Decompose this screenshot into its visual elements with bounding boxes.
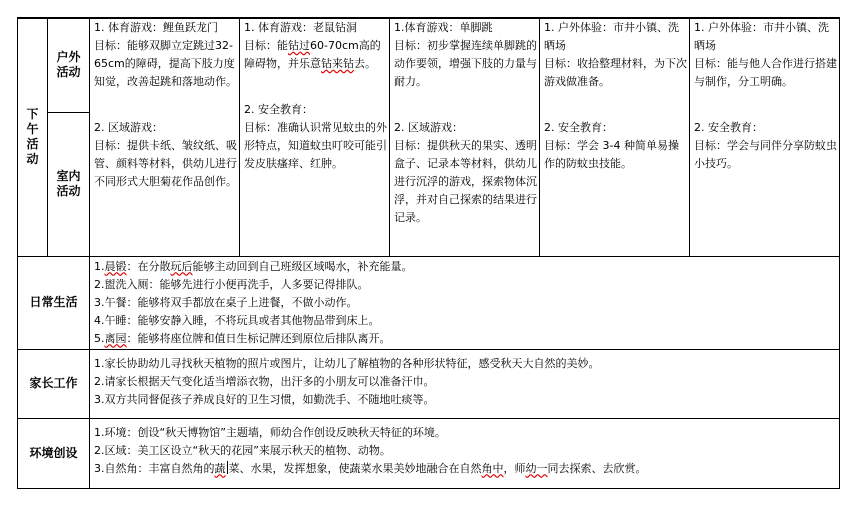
daily-life-label: 日常生活 <box>18 256 90 349</box>
environment-setup-content: 1.环境：创设“秋天博物馆”主题墙，师幼合作创设反映秋天特征的环境。 2.区域：美工区设立“秋天的花园”来展示秋天的植物、动物。 3.自然角：丰富自然角的蔬 菜、水果，发挥想象，使蔬菜水果美妙地融合在自然角中，师幼一同去探索、去欣赏。 <box>90 418 840 488</box>
outdoor-activity-label: 户外活动 <box>48 18 90 112</box>
afternoon-cell-5: 1. 户外体验：市井小镇、洗晒场 目标：能与他人合作进行搭建与制作，分工明确。 2. 安全教育： 目标：学会与同伴分享防蚊虫小技巧。 <box>690 18 840 256</box>
afternoon-cell-3: 1.体育游戏：单脚跳 目标：初步掌握连续单脚跳的动作要领，增强下肢的力量与耐力。 2. 区域游戏： 目标：提供秋天的果实、透明盒子、记录本等材料，供幼儿进行沉浮的游戏，探索物体沉浮，并对自己探索的结果进行记录。 <box>390 18 540 256</box>
parent-work-content: 1.家长协助幼儿寻找秋天植物的照片或图片，让幼儿了解植物的各种形状特征，感受秋天大自然的美妙。 2.请家长根据天气变化适当增添衣物，出汗多的小朋友可以准备汗巾。 3.双方共同督促孩子养成良好的卫生习惯，如勤洗手、不随地吐痰等。 <box>90 349 840 418</box>
indoor-activity-label: 室内活动 <box>48 112 90 256</box>
afternoon-activity-label: 下午活动 <box>18 18 48 256</box>
afternoon-cell-4: 1. 户外体验：市井小镇、洗晒场 目标：收拾整理材料，为下次游戏做准备。 2. 安全教育： 目标：学会 3-4 种简单易操作的防蚊虫技能。 <box>540 18 690 256</box>
daily-life-content: 1.晨锻：在分散玩后能够主动回到自己班级区域喝水，补充能量。 2.盥洗入厕：能够先进行小便再洗手，人多要记得排队。 3.午餐：能够将双手都放在桌子上进餐，不做小动作。 4.午睡：能够安静入睡，不将玩具或者其他物品带到床上。 5.离园：能够将座位牌和值日生标记牌还到原位后排队离开。 <box>90 256 840 349</box>
afternoon-cell-2: 1. 体育游戏：老鼠钻洞 目标：能钻过60-70cm高的障碍物，并乐意钻来钻去。 2. 安全教育： 目标：准确认识常见蚊虫的外形特点，知道蚊虫叮咬可能引发皮肤瘙痒、红肿。 <box>240 18 390 256</box>
text-cursor <box>227 461 228 474</box>
environment-setup-label: 环境创设 <box>18 418 90 488</box>
weekly-plan-table <box>17 17 840 489</box>
parent-work-label: 家长工作 <box>18 349 90 418</box>
afternoon-cell-1: 1. 体育游戏：鲤鱼跃龙门 目标：能够双脚立定跳过32-65cm的障碍，提高下肢力度知觉，改善起跳和落地动作。 2. 区域游戏： 目标：提供卡纸、皱纹纸、吸管、颜料等材料，供幼儿进行不同形式大胆菊花作品创作。 <box>90 18 240 256</box>
